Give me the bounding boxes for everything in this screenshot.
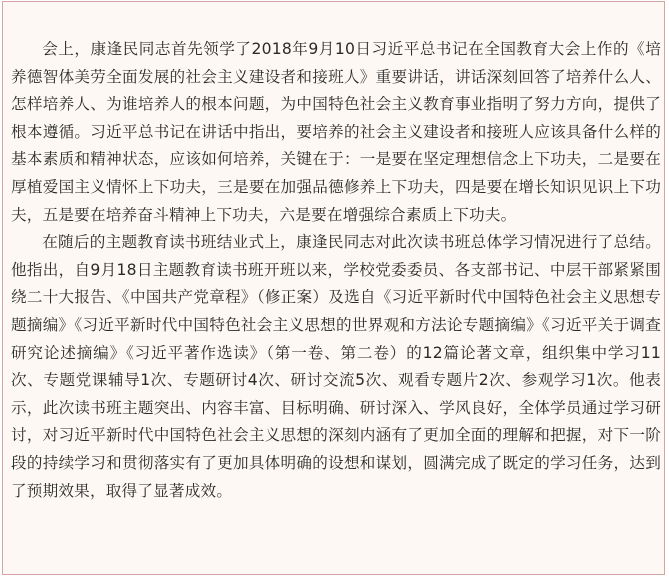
paragraph-2: 在随后的主题教育读书班结业式上，康逢民同志对此次读书班总体学习情况进行了总结。他指出，自9月18日主题教育读书班开班以来，学校党委委员、各支部书记、中层干部紧紧围绕二十大报告、《中国共产党章程》（修正案）及选自《习近平新时代中国特色社会主义思想专题摘编》《习近平新时代中国特色社会主义思想的世界观和方法论专题摘编》《习近平关于调查研究论述摘编》《习近平著作选读》（第一卷、第二卷）的12篇论著文章，组织集中学习11次、专题党课辅导1次、专题研讨4次、研讨交流5次、观看专题片2次、参观学习1次。他表示，此次读书班主题突出、内容丰富、目标明确、研讨深入、学风良好，全体学员通过学习研讨，对习近平新时代中国特色社会主义思想的深刻内涵有了更加全面的理解和把握，对下一阶段的持续学习和贯彻落实有了更加具体明确的设想和谋划，圆满完成了既定的学习任务，达到了预期效果，取得了显著成效。 (11, 233, 661, 500)
article-body (11, 36, 661, 505)
paragraph-1: 会上，康逢民同志首先领学了2018年9月10日习近平总书记在全国教育大会上作的《培养德智体美劳全面发展的社会主义建设者和接班人》重要讲话，讲话深刻回答了培养什么人、怎样培养人、为谁培养人的根本问题，为中国特色社会主义教育事业指明了努力方向，提供了根本遵循。习近平总书记在讲话中指出，要培养的社会主义建设者和接班人应该具备什么样的基本素质和精神状态，应该如何培养，关键在于：一是要在坚定理想信念上下功夫，二是要在厚植爱国主义情怀上下功夫，三是要在加强品德修养上下功夫，四是要在增长知识见识上下功夫，五是要在培养奋斗精神上下功夫，六是要在增强综合素质上下功夫。 (11, 40, 661, 224)
article-frame (2, 1, 665, 575)
